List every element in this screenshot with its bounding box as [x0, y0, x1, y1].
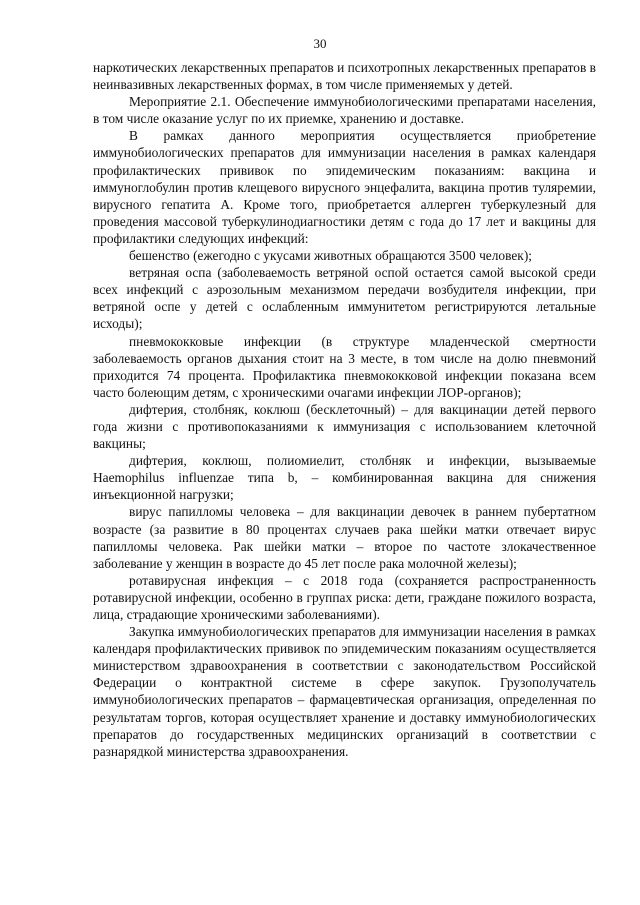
paragraph-measure-heading: Мероприятие 2.1. Обеспечение иммунобиологическими препаратами населения, в том числе оказание услуг по их приемке, хранению и доставке. — [93, 94, 596, 127]
list-item-rabies: бешенство (ежегодно с укусами животных обращаются 3500 человек); — [129, 248, 532, 264]
list-item-chickenpox: ветряная оспа (заболеваемость ветряной оспой остается самой высокой среди всех инфекций с аэрозольным механизмом передачи возбудителя инфекции, при ветряной оспе у детей с ослабленным иммунитетом регистрируются летальные исходы); — [93, 265, 596, 332]
paragraph-procurement: Закупка иммунобиологических препаратов для иммунизации населения в рамках календаря профилактических прививок по эпидемическим показаниям осуществляется министерством здравоохранения в соответствии с законодательством Российской Федерации о контрактной системе в сфере закупок. Грузополучатель иммунобиологических препаратов – фармацевтическая организация, определенная по результатам торгов, которая осуществляет хранение и доставку иммунобиологических препаратов до государственных медицинских организаций в соответствии с разнарядкой министерства здравоохранения. — [93, 624, 596, 759]
list-item-pneumococcal: пневмококковые инфекции (в структуре младенческой смертности заболеваемость органов дыхания стоит на 3 месте, в том числе на долю пневмоний приходится 74 процента. Профилактика пневмококковой инфекции показана всем часто болеющим детям, с хроническими очагами инфекции ЛОР-органов); — [93, 333, 596, 400]
document-body — [93, 59, 596, 760]
list-item-rotavirus: ротавирусная инфекция – с 2018 года (сохраняется распространенность ротавирусной инфекции, особенно в группах риска: дети, граждане пожилого возраста, лица, страдающие хроническими заболеваниями). — [93, 572, 596, 622]
page-number: 30 — [313, 36, 327, 51]
paragraph-continuation: наркотических лекарственных препаратов и психотропных лекарственных препаратов в неинвазивных лекарственных формах, в том числе применяемых у детей. — [93, 60, 596, 93]
list-item-dtp-acellular: дифтерия, столбняк, коклюш (бесклеточный) – для вакцинации детей первого года жизни с противопоказаниями к иммунизация с использованием клеточной вакцины; — [93, 401, 596, 452]
paragraph-measure-description: В рамках данного мероприятия осуществляется приобретение иммунобиологических препаратов для иммунизации населения в рамках календаря профилактических прививок по эпидемическим показаниям: вакцина и иммуноглобулин против клещевого вирусного энцефалита, вакцина против туляремии, вирусного гепатита А. Кроме того, приобретается аллерген туберкулезный для проведения массовой туберкулинодиагностики детям с года до 17 лет и вакцины для профилактики следующих инфекций: — [93, 128, 596, 246]
list-item-hpv: вирус папилломы человека – для вакцинации девочек в раннем пубертатном возрасте (за развитие в 80 процентах случаев рака шейки матки отвечает вирус папилломы человека. Рак шейки матки – второе по частоте злокачественное заболевание у женщин в возрасте до 45 лет после рака молочной железы); — [93, 504, 596, 571]
list-item-combined-vaccine: дифтерия, коклюш, полиомиелит, столбняк и инфекции, вызываемые Haemophilus influenzae типа b, – комбинированная вакцина для снижения инъекционной нагрузки; — [93, 453, 596, 503]
